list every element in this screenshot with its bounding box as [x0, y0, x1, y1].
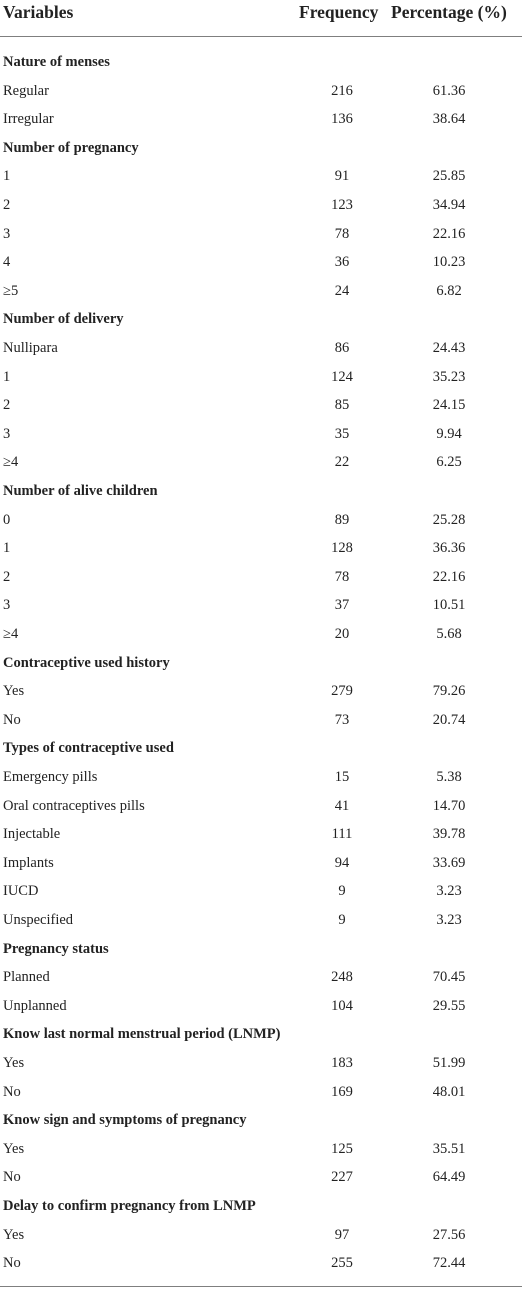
row-label: Yes	[3, 1226, 25, 1243]
row-label: 1	[3, 540, 11, 557]
frequency-cell: 97	[334, 1226, 350, 1243]
row-label: ≥4	[3, 626, 19, 642]
table-row	[0, 534, 522, 563]
section-label: Pregnancy status	[3, 940, 109, 957]
table-row	[0, 906, 522, 935]
frequency-cell: 124	[331, 368, 353, 385]
table-row	[0, 162, 522, 191]
table-row	[0, 1163, 522, 1192]
table-row	[0, 105, 522, 134]
row-label: 2	[3, 397, 11, 414]
frequency-cell: 9	[338, 883, 346, 900]
section-heading	[0, 305, 522, 334]
percentage-cell: 25.85	[432, 168, 466, 185]
percentage-cell: 29.55	[432, 997, 466, 1014]
table-row	[0, 1249, 522, 1278]
percentage-cell: 6.82	[436, 282, 462, 299]
row-label: 3	[3, 597, 11, 614]
section-label: Delay to confirm pregnancy from LNMP	[3, 1198, 256, 1214]
row-label: Irregular	[3, 111, 54, 128]
percentage-cell: 33.69	[432, 854, 466, 871]
row-label: Planned	[3, 969, 50, 986]
percentage-cell: 48.01	[432, 1083, 466, 1100]
frequency-cell: 41	[334, 797, 350, 814]
table-row	[0, 792, 522, 821]
frequency-cell: 183	[331, 1055, 353, 1071]
percentage-cell: 61.36	[432, 82, 466, 99]
row-label: 2	[3, 568, 11, 585]
table-row	[0, 506, 522, 535]
section-heading	[0, 48, 522, 77]
row-label: ≥4	[3, 454, 19, 471]
row-label: Unspecified	[3, 912, 74, 928]
header-percentage: Percentage (%)	[391, 2, 507, 22]
frequency-cell: 37	[334, 597, 350, 614]
percentage-cell: 25.28	[432, 511, 466, 528]
frequency-cell: 227	[331, 1169, 353, 1186]
frequency-cell: 85	[334, 397, 350, 414]
frequency-cell: 73	[334, 711, 350, 728]
frequency-cell: 279	[331, 683, 353, 700]
frequency-cell: 78	[334, 568, 350, 585]
table-row	[0, 706, 522, 735]
percentage-cell: 79.26	[432, 683, 466, 700]
percentage-cell: 5.38	[436, 769, 462, 785]
percentage-cell: 72.44	[432, 1255, 466, 1272]
table-row	[0, 877, 522, 906]
frequency-cell: 216	[331, 82, 353, 99]
table-row	[0, 820, 522, 849]
row-label: ≥5	[3, 282, 19, 299]
section-label: Nature of menses	[3, 54, 110, 70]
row-label: No	[3, 1169, 21, 1186]
section-label: Types of contraceptive used	[3, 740, 174, 757]
row-label: Implants	[3, 854, 54, 871]
table-row	[0, 963, 522, 992]
frequency-cell: 136	[331, 111, 353, 128]
section-label: Know last normal menstrual period (LNMP)	[3, 1026, 281, 1043]
row-label: Yes	[3, 1055, 25, 1071]
table-row	[0, 677, 522, 706]
percentage-cell: 9.94	[436, 425, 462, 442]
table-row	[0, 220, 522, 249]
section-label: Contraceptive used history	[3, 654, 170, 671]
section-heading	[0, 1020, 522, 1049]
table-row	[0, 763, 522, 792]
row-label: Regular	[3, 82, 49, 99]
row-label: Injectable	[3, 826, 61, 843]
row-label: Nullipara	[3, 340, 58, 356]
percentage-cell: 3.23	[436, 912, 462, 928]
percentage-cell: 27.56	[432, 1226, 466, 1243]
percentage-cell: 36.36	[432, 540, 466, 557]
section-heading	[0, 1106, 522, 1135]
row-label: Oral contraceptives pills	[3, 797, 145, 814]
row-label: Emergency pills	[3, 769, 98, 785]
percentage-cell: 20.74	[432, 711, 466, 728]
percentage-cell: 34.94	[432, 197, 466, 213]
row-label: 1	[3, 368, 11, 385]
table-row	[0, 363, 522, 392]
percentage-cell: 51.99	[432, 1055, 466, 1071]
percentage-cell: 24.43	[432, 340, 466, 356]
frequency-cell: 255	[331, 1255, 353, 1272]
table-row	[0, 420, 522, 449]
section-heading	[0, 649, 522, 678]
frequency-cell: 78	[334, 225, 350, 242]
percentage-cell: 14.70	[432, 797, 466, 814]
frequency-cell: 128	[331, 540, 353, 557]
percentage-cell: 39.78	[432, 826, 466, 843]
table-row	[0, 591, 522, 620]
frequency-cell: 24	[334, 282, 350, 299]
table-row	[0, 391, 522, 420]
percentage-cell: 35.23	[432, 368, 466, 385]
frequency-cell: 248	[331, 969, 353, 986]
percentage-cell: 22.16	[432, 225, 466, 242]
frequency-cell: 94	[334, 854, 350, 871]
frequency-cell: 89	[334, 511, 350, 528]
section-heading	[0, 734, 522, 763]
table-row	[0, 1221, 522, 1250]
row-label: 0	[3, 511, 11, 528]
frequency-cell: 22	[334, 454, 350, 471]
table-row	[0, 77, 522, 106]
section-heading	[0, 1192, 522, 1221]
table-row	[0, 191, 522, 220]
row-label: Yes	[3, 1140, 25, 1157]
percentage-cell: 10.23	[432, 254, 466, 271]
percentage-cell: 35.51	[432, 1140, 466, 1157]
table-row	[0, 1049, 522, 1078]
frequency-cell: 86	[334, 340, 350, 356]
percentage-cell: 10.51	[432, 597, 466, 614]
row-label: 3	[3, 425, 11, 442]
row-label: 2	[3, 197, 11, 213]
frequency-cell: 9	[338, 912, 346, 928]
table-row	[0, 334, 522, 363]
section-label: Number of delivery	[3, 311, 124, 328]
frequency-cell: 36	[334, 254, 350, 271]
table-row	[0, 248, 522, 277]
row-label: No	[3, 1083, 21, 1100]
bottom-rule	[0, 1286, 522, 1287]
table-row	[0, 992, 522, 1021]
frequency-cell: 35	[334, 425, 350, 442]
row-label: 3	[3, 225, 11, 242]
percentage-cell: 22.16	[432, 568, 466, 585]
percentage-cell: 70.45	[432, 969, 466, 986]
frequency-cell: 20	[334, 626, 350, 642]
frequency-cell: 111	[331, 826, 353, 843]
section-heading	[0, 935, 522, 964]
row-label: Unplanned	[3, 997, 67, 1014]
section-heading	[0, 134, 522, 163]
row-label: 4	[3, 254, 11, 271]
frequency-cell: 15	[334, 769, 350, 785]
frequency-cell: 169	[331, 1083, 353, 1100]
percentage-cell: 6.25	[436, 454, 462, 471]
table-row	[0, 849, 522, 878]
percentage-cell: 5.68	[436, 626, 462, 642]
table-row	[0, 620, 522, 649]
frequency-cell: 91	[334, 168, 350, 185]
section-label: Know sign and symptoms of pregnancy	[3, 1112, 247, 1129]
section-heading	[0, 477, 522, 506]
table-row	[0, 448, 522, 477]
percentage-cell: 38.64	[432, 111, 466, 128]
frequency-cell: 104	[331, 997, 353, 1014]
percentage-cell: 64.49	[432, 1169, 466, 1186]
frequency-cell: 125	[331, 1140, 353, 1157]
row-label: 1	[3, 168, 11, 185]
percentage-cell: 3.23	[436, 883, 462, 900]
row-label: No	[3, 711, 21, 728]
table-row	[0, 1078, 522, 1107]
row-label: Yes	[3, 683, 25, 700]
header-rule	[0, 36, 522, 37]
header-variables: Variables	[3, 2, 74, 22]
section-label: Number of alive children	[3, 483, 158, 499]
section-label: Number of pregnancy	[3, 139, 139, 156]
table-row	[0, 1135, 522, 1164]
table-row	[0, 563, 522, 592]
row-label: IUCD	[3, 883, 39, 900]
percentage-cell: 24.15	[432, 397, 466, 414]
table-row	[0, 277, 522, 306]
frequency-cell: 123	[331, 197, 353, 213]
row-label: No	[3, 1255, 21, 1272]
header-frequency: Frequency	[299, 2, 379, 22]
